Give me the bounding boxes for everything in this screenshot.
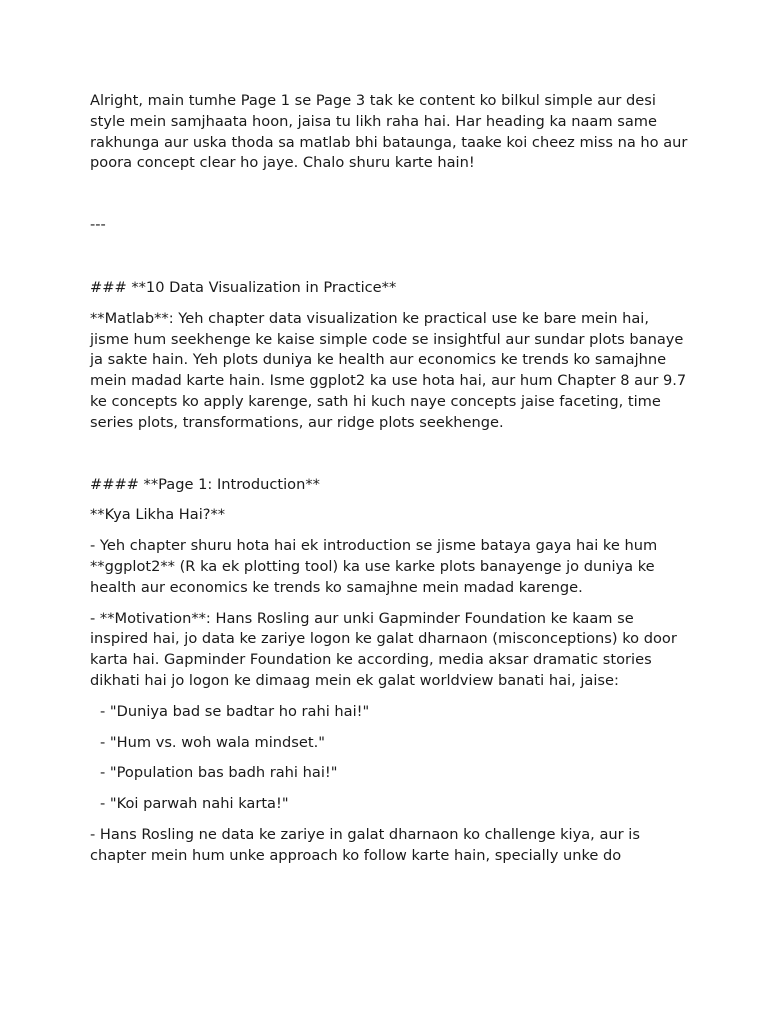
quote-item: - "Duniya bad se badtar ho rahi hai!" [100, 702, 370, 720]
chapter-heading: ### **10 Data Visualization in Practice** [90, 278, 397, 296]
quote-item: - "Population bas badh rahi hai!" [100, 764, 338, 782]
quote-item: - "Hum vs. woh wala mindset." [100, 733, 325, 751]
intro-paragraph: Alright, main tumhe Page 1 se Page 3 tak ke content ko bilkul simple aur desi style mein samjhaata hoon, jaisa tu likh raha hai. Har heading ka naam same rakhunga aur uska thoda sa matlab bhi bataunga, taake koi cheez miss na ho aur poora concept clear ho jaye. Chalo shuru karte hain! [90, 92, 693, 172]
page1-heading: #### **Page 1: Introduction** [90, 475, 320, 493]
matlab-paragraph: **Matlab**: Yeh chapter data visualization ke practical use ke bare mein hai, jisme hum seekhenge ke kaise simple code se insightful aur sundar plots banaye ja sakte hain. Yeh plots duniya ke health aur economics ke trends ko samajhne mein madad karte hain. Isme ggplot2 ka use hota hai, aur hum Chapter 8 aur 9.7 ke concepts ko apply karenge, sath hi kuch naye concepts jaise faceting, time series plots, transformations, aur ridge plots seekhenge. [90, 309, 691, 431]
separator-line: --- [90, 216, 106, 234]
bullet-motivation: - **Motivation**: Hans Rosling aur unki Gapminder Foundation ke kaam se inspired hai, jo data ke zariye logon ke galat dharnaon (misconceptions) ko door karta hai. Gapminder Foundation ke according, media aksar dramatic stories dikhati hai jo logon ke dimaag mein ek galat worldview banati hai, jaise: [90, 609, 682, 689]
document-page [90, 91, 693, 867]
kya-likha-hai-label: **Kya Likha Hai?** [90, 506, 226, 524]
bullet-hans-rosling: - Hans Rosling ne data ke zariye in galat dharnaon ko challenge kiya, aur is chapter mein hum unke approach ko follow karte hain, specially unke do [90, 825, 645, 864]
bullet-intro: - Yeh chapter shuru hota hai ek introduction se jisme bataya gaya hai ke hum **ggplot2** (R ka ek plotting tool) ka use karke plots banayenge jo duniya ke health aur economics ke trends ko samajhne mein madad karenge. [90, 537, 662, 596]
quote-item: - "Koi parwah nahi karta!" [100, 795, 289, 813]
